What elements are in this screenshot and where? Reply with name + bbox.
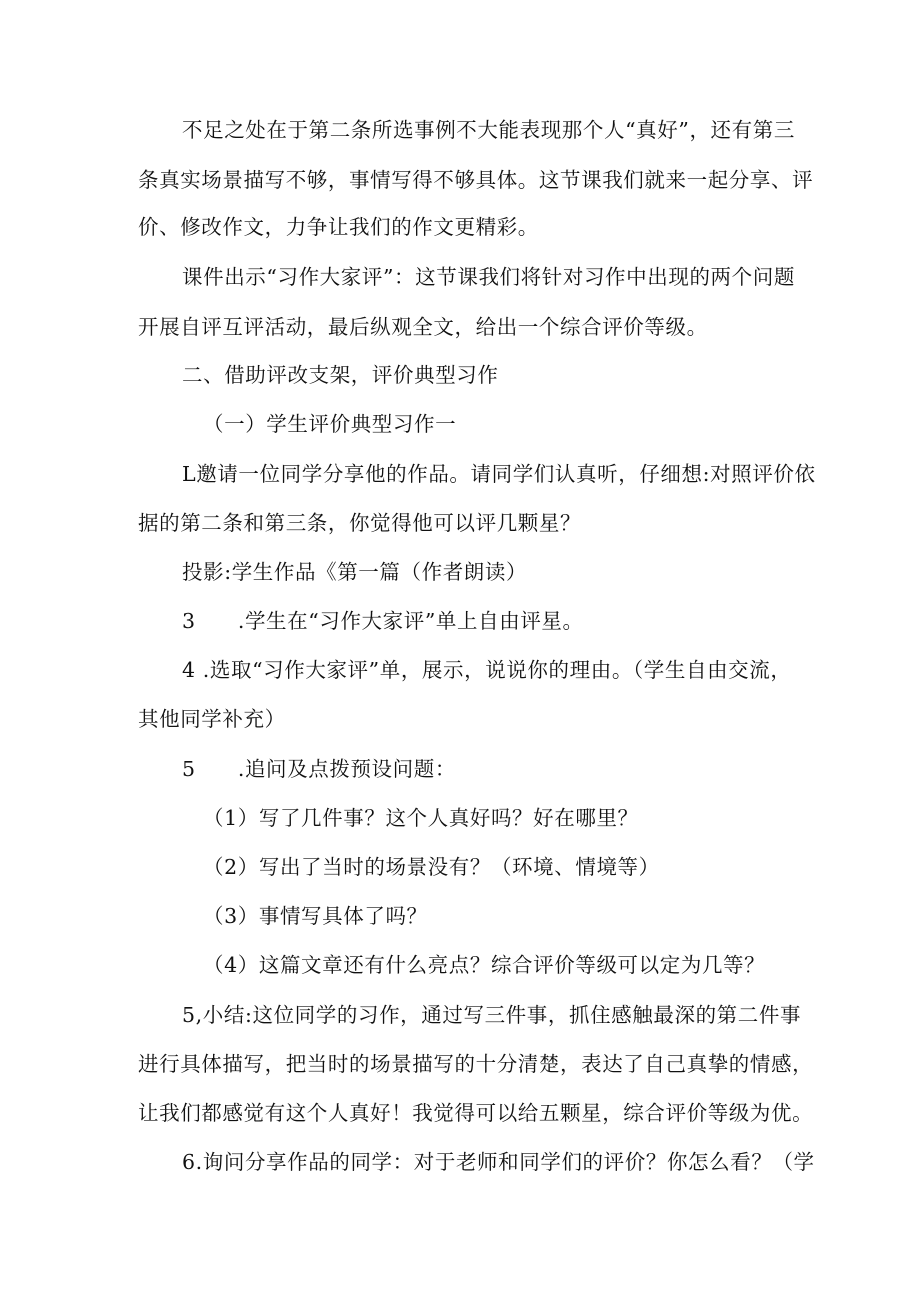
text-line: 5 .追问及点拨预设问题： bbox=[182, 757, 456, 781]
list-item: （2）写出了当时的场景没有？（环境、情境等） bbox=[203, 855, 660, 879]
text-line: 进行具体描写，把当时的场景描写的十分清楚，表达了自己真挚的情感， bbox=[138, 1052, 814, 1076]
text-line: 3 .学生在“习作大家评”单上自由评星。 bbox=[182, 609, 584, 633]
list-item: （4）这篇文章还有什么亮点？综合评价等级可以定为几等？ bbox=[203, 953, 766, 977]
text-line: 据的第二条和第三条，你觉得他可以评几颗星？ bbox=[138, 511, 582, 535]
text-line: 课件出示“习作大家评”：这节课我们将针对习作中出现的两个问题 bbox=[182, 265, 795, 289]
text-line: 其他同学补充） bbox=[138, 707, 286, 731]
text-line: 4 .选取“习作大家评”单，展示，说说你的理由。（学生自由交流， bbox=[182, 658, 792, 682]
subsection-heading: （一）学生评价典型习作一 bbox=[203, 412, 457, 436]
text-line: 开展自评互评活动，最后纵观全文，给出一个综合评价等级。 bbox=[138, 315, 708, 339]
text-line: 条真实场景描写不够，事情写得不够具体。这节课我们就来一起分享、评 bbox=[138, 168, 814, 192]
text-line: 不足之处在于第二条所选事例不大能表现那个人“真好”，还有第三 bbox=[182, 118, 795, 142]
text-line: 6.询问分享作品的同学：对于老师和同学们的评价？你怎么看？（学 bbox=[182, 1150, 815, 1174]
text-line: L邀请一位同学分享他的作品。请同学们认真听，仔细想:对照评价依 bbox=[182, 462, 816, 486]
text-line: 价、修改作文，力争让我们的作文更精彩。 bbox=[138, 215, 539, 239]
list-item: （1）写了几件事？这个人真好吗？好在哪里？ bbox=[203, 806, 639, 830]
section-heading: 二、借助评改支架，评价典型习作 bbox=[182, 363, 499, 387]
text-line: 投影:学生作品《第一篇（作者朗读） bbox=[182, 560, 528, 584]
text-line: 让我们都感觉有这个人真好！我觉得可以给五颗星，综合评价等级为优。 bbox=[138, 1101, 814, 1125]
list-item: （3）事情写具体了吗？ bbox=[203, 904, 428, 928]
text-line: 5,小结:这位同学的习作，通过写三件事，抓住感触最深的第二件事 bbox=[182, 1003, 802, 1027]
